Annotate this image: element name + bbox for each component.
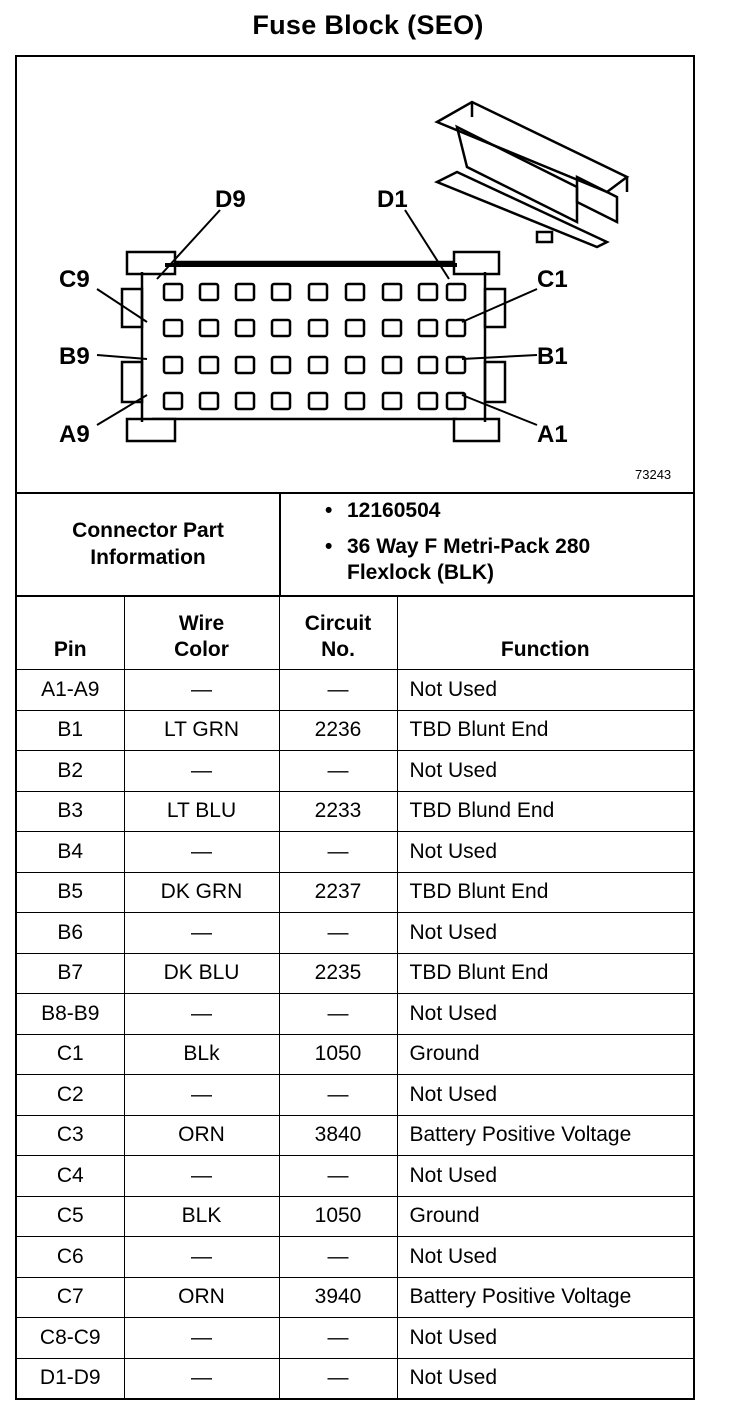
table-row [17, 953, 693, 994]
cell-function: Ground [397, 1196, 693, 1237]
bullet-icon: • [325, 535, 333, 558]
header-wire-color: Wire Color [124, 597, 279, 670]
cell-pin: B3 [17, 791, 124, 832]
header-function: Function [397, 597, 693, 670]
connector-part-information [17, 492, 693, 597]
table-row [17, 1156, 693, 1197]
cell-circuit-no: — [279, 832, 397, 873]
label-d1: D1 [377, 186, 408, 213]
cell-function: Not Used [397, 1237, 693, 1278]
cell-circuit-no: — [279, 1237, 397, 1278]
table-row [17, 1237, 693, 1278]
pin-cavity [346, 284, 364, 300]
cell-circuit-no: — [279, 1156, 397, 1197]
connector-diagram [17, 57, 693, 494]
table-row [17, 994, 693, 1035]
cell-function: TBD Blund End [397, 791, 693, 832]
table-header-row [17, 597, 693, 670]
pin-cavity [164, 357, 182, 373]
cell-function: Battery Positive Voltage [397, 1115, 693, 1156]
cell-function: Not Used [397, 751, 693, 792]
cell-wire-color: LT GRN [124, 710, 279, 751]
cell-circuit-no: 2235 [279, 953, 397, 994]
pin-cavity [236, 393, 254, 409]
pin-cavity [419, 393, 437, 409]
pin-cavity [272, 357, 290, 373]
header-pin: Pin [17, 597, 124, 670]
pin-cavity [383, 393, 401, 409]
cell-function: TBD Blunt End [397, 710, 693, 751]
cell-function: Not Used [397, 1318, 693, 1359]
cell-function: Not Used [397, 994, 693, 1035]
pin-cavity [236, 320, 254, 336]
cell-circuit-no: — [279, 751, 397, 792]
pin-cavity [164, 393, 182, 409]
connector-info-label [17, 492, 281, 595]
pin-cavity [164, 320, 182, 336]
bullet-icon: • [325, 499, 333, 522]
cell-wire-color: — [124, 1318, 279, 1359]
pin-cavity [309, 393, 327, 409]
page-title: Fuse Block (SEO) [252, 10, 484, 40]
connector-variant: Flexlock (BLK) [347, 561, 495, 584]
connector-info-values [281, 492, 693, 595]
cell-wire-color: BLK [124, 1196, 279, 1237]
label-b1: B1 [537, 343, 568, 370]
cell-circuit-no: 3940 [279, 1277, 397, 1318]
table-row [17, 1358, 693, 1398]
part-number: 12160504 [347, 499, 441, 522]
cell-wire-color: — [124, 994, 279, 1035]
connector-info-label-line1: Connector Part [72, 518, 224, 542]
cell-circuit-no: — [279, 994, 397, 1035]
pin-cavity [447, 284, 465, 300]
table-row [17, 1318, 693, 1359]
cell-circuit-no: 2233 [279, 791, 397, 832]
cell-function: TBD Blunt End [397, 953, 693, 994]
cell-pin: B2 [17, 751, 124, 792]
pin-cavity [383, 357, 401, 373]
table-row [17, 872, 693, 913]
cell-circuit-no: 2236 [279, 710, 397, 751]
cell-pin: C7 [17, 1277, 124, 1318]
cell-function: Not Used [397, 670, 693, 711]
cell-circuit-no: 1050 [279, 1034, 397, 1075]
pin-cavity [236, 357, 254, 373]
pin-cavity [200, 284, 218, 300]
cell-circuit-no: 1050 [279, 1196, 397, 1237]
cell-pin: B7 [17, 953, 124, 994]
pin-cavity [236, 284, 254, 300]
label-a1: A1 [537, 421, 568, 448]
cell-pin: C3 [17, 1115, 124, 1156]
table-row [17, 832, 693, 873]
cell-function: Not Used [397, 832, 693, 873]
pin-cavity [200, 357, 218, 373]
cell-wire-color: ORN [124, 1115, 279, 1156]
pin-cavity [346, 393, 364, 409]
connector-info-label-line2: Information [90, 545, 206, 569]
cell-pin: B6 [17, 913, 124, 954]
pin-cavity [419, 320, 437, 336]
table-row [17, 670, 693, 711]
pin-cavity [383, 320, 401, 336]
connector-sheet [15, 55, 695, 1400]
cell-circuit-no: — [279, 670, 397, 711]
cell-pin: B1 [17, 710, 124, 751]
cell-circuit-no: — [279, 1075, 397, 1116]
cell-function: TBD Blunt End [397, 872, 693, 913]
pin-cavity [272, 320, 290, 336]
table-row [17, 710, 693, 751]
pin-cavity [383, 284, 401, 300]
cell-circuit-no: 2237 [279, 872, 397, 913]
pin-cavity [200, 320, 218, 336]
cell-pin: C5 [17, 1196, 124, 1237]
cell-circuit-no: — [279, 1318, 397, 1359]
pin-cavity [164, 284, 182, 300]
table-row [17, 1034, 693, 1075]
cell-wire-color: — [124, 751, 279, 792]
cell-wire-color: DK GRN [124, 872, 279, 913]
cell-function: Not Used [397, 913, 693, 954]
cell-pin: C6 [17, 1237, 124, 1278]
table-row [17, 1196, 693, 1237]
header-circuit-no: Circuit No. [279, 597, 397, 670]
cell-pin: D1-D9 [17, 1358, 124, 1398]
cell-wire-color: — [124, 1156, 279, 1197]
pin-cavity [309, 320, 327, 336]
table-row [17, 913, 693, 954]
cell-circuit-no: 3840 [279, 1115, 397, 1156]
pin-cavity [419, 284, 437, 300]
cell-pin: C8-C9 [17, 1318, 124, 1359]
label-a9: A9 [59, 421, 90, 448]
pin-cavity [419, 357, 437, 373]
cell-function: Ground [397, 1034, 693, 1075]
table-row [17, 1075, 693, 1116]
cell-wire-color: DK BLU [124, 953, 279, 994]
cell-wire-color: — [124, 913, 279, 954]
cell-pin: B5 [17, 872, 124, 913]
table-row [17, 1115, 693, 1156]
cell-pin: C2 [17, 1075, 124, 1116]
cell-wire-color: — [124, 1237, 279, 1278]
pin-cavity [309, 357, 327, 373]
cell-function: Not Used [397, 1156, 693, 1197]
label-d9: D9 [215, 186, 246, 213]
cell-circuit-no: — [279, 1358, 397, 1398]
pinout-table [17, 597, 693, 1398]
cell-function: Not Used [397, 1358, 693, 1398]
label-c1: C1 [537, 266, 568, 293]
cell-function: Battery Positive Voltage [397, 1277, 693, 1318]
cell-wire-color: — [124, 1358, 279, 1398]
pin-cavity [346, 320, 364, 336]
cell-pin: B8-B9 [17, 994, 124, 1035]
cell-pin: C4 [17, 1156, 124, 1197]
cell-pin: B4 [17, 832, 124, 873]
cell-wire-color: — [124, 1075, 279, 1116]
cell-wire-color: — [124, 670, 279, 711]
cell-function: Not Used [397, 1075, 693, 1116]
pin-cavity [272, 393, 290, 409]
label-b9: B9 [59, 343, 90, 370]
cell-pin: C1 [17, 1034, 124, 1075]
table-row [17, 751, 693, 792]
connector-face-drawing [17, 57, 693, 492]
cell-pin: A1-A9 [17, 670, 124, 711]
pin-cavity [346, 357, 364, 373]
connector-type: 36 Way F Metri-Pack 280 [347, 535, 591, 558]
table-row [17, 1277, 693, 1318]
figure-number: 73243 [635, 467, 672, 482]
cell-wire-color: LT BLU [124, 791, 279, 832]
cell-circuit-no: — [279, 913, 397, 954]
cell-wire-color: BLk [124, 1034, 279, 1075]
pin-cavity [200, 393, 218, 409]
cell-wire-color: ORN [124, 1277, 279, 1318]
table-row [17, 791, 693, 832]
pin-cavity [272, 284, 290, 300]
pin-cavity [309, 284, 327, 300]
label-c9: C9 [59, 266, 90, 293]
cell-wire-color: — [124, 832, 279, 873]
